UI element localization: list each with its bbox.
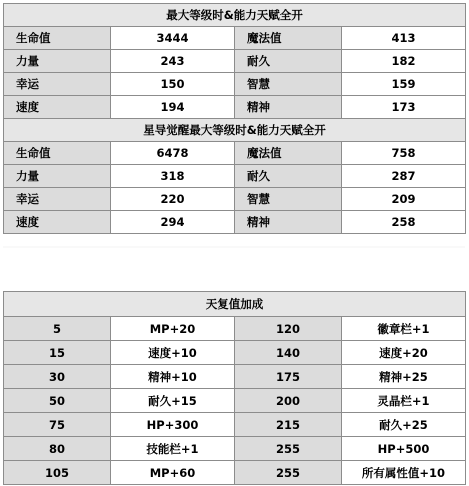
stat-value: 194 — [111, 96, 235, 119]
stat-value: 287 — [342, 165, 466, 188]
bonus-level: 80 — [4, 437, 111, 461]
stat-value: 150 — [111, 73, 235, 96]
stat-label: 力量 — [4, 165, 111, 188]
stat-label: 速度 — [4, 96, 111, 119]
bonus-level: 215 — [235, 413, 342, 437]
table-row — [4, 50, 466, 73]
bonus-level: 140 — [235, 341, 342, 365]
bonus-header-row — [4, 292, 466, 317]
bonus-level: 175 — [235, 365, 342, 389]
table-row — [4, 365, 466, 389]
stat-label: 幸运 — [4, 73, 111, 96]
max-level-header-row — [4, 4, 466, 27]
awakened-max-level-title: 星导觉醒最大等级时&能力天赋全开 — [4, 119, 466, 142]
bonus-effect: 耐久+25 — [342, 413, 466, 437]
bonus-effect: 所有属性值+10 — [342, 461, 466, 485]
table-row — [4, 211, 466, 234]
bonus-title: 天复值加成 — [4, 292, 466, 317]
stat-label: 力量 — [4, 50, 111, 73]
table-row — [4, 165, 466, 188]
bonus-level: 50 — [4, 389, 111, 413]
table-row — [4, 461, 466, 485]
bonus-effect: 耐久+15 — [111, 389, 235, 413]
stat-label: 速度 — [4, 211, 111, 234]
section-gap — [3, 246, 465, 289]
bonus-level: 255 — [235, 461, 342, 485]
table-row — [4, 389, 466, 413]
stat-value: 182 — [342, 50, 466, 73]
table-row — [4, 27, 466, 50]
table-row — [4, 96, 466, 119]
stat-label: 魔法值 — [235, 27, 342, 50]
stat-value: 173 — [342, 96, 466, 119]
bonus-level: 200 — [235, 389, 342, 413]
table-row — [4, 73, 466, 96]
stat-value: 258 — [342, 211, 466, 234]
stat-label: 耐久 — [235, 50, 342, 73]
bonus-effect: 徽章栏+1 — [342, 317, 466, 341]
stat-value: 413 — [342, 27, 466, 50]
stat-label: 耐久 — [235, 165, 342, 188]
stat-label: 生命值 — [4, 27, 111, 50]
bonus-effect: 技能栏+1 — [111, 437, 235, 461]
stat-label: 精神 — [235, 211, 342, 234]
bonus-effect: 速度+10 — [111, 341, 235, 365]
bonus-effect: 灵晶栏+1 — [342, 389, 466, 413]
table-row — [4, 341, 466, 365]
bonus-level: 15 — [4, 341, 111, 365]
stat-label: 智慧 — [235, 73, 342, 96]
stat-value: 220 — [111, 188, 235, 211]
table-row — [4, 317, 466, 341]
stat-value: 3444 — [111, 27, 235, 50]
table-row — [4, 188, 466, 211]
awakened-max-level-header-row — [4, 119, 466, 142]
bonus-effect: HP+300 — [111, 413, 235, 437]
table-row — [4, 142, 466, 165]
stat-label: 魔法值 — [235, 142, 342, 165]
stat-label: 幸运 — [4, 188, 111, 211]
stats-table — [3, 3, 466, 234]
bonus-effect: MP+20 — [111, 317, 235, 341]
stat-value: 159 — [342, 73, 466, 96]
bonus-level: 120 — [235, 317, 342, 341]
bonus-effect: 速度+20 — [342, 341, 466, 365]
bonus-effect: 精神+25 — [342, 365, 466, 389]
stat-label: 智慧 — [235, 188, 342, 211]
stat-value: 209 — [342, 188, 466, 211]
bonus-level: 30 — [4, 365, 111, 389]
stat-value: 243 — [111, 50, 235, 73]
bonus-level: 255 — [235, 437, 342, 461]
stat-value: 294 — [111, 211, 235, 234]
table-row — [4, 413, 466, 437]
stat-value: 6478 — [111, 142, 235, 165]
bonus-level: 5 — [4, 317, 111, 341]
stat-label: 生命值 — [4, 142, 111, 165]
table-row — [4, 437, 466, 461]
bonus-level: 75 — [4, 413, 111, 437]
bonus-effect: MP+60 — [111, 461, 235, 485]
bonus-table — [3, 291, 466, 485]
stat-label: 精神 — [235, 96, 342, 119]
stat-value: 318 — [111, 165, 235, 188]
bonus-level: 105 — [4, 461, 111, 485]
max-level-title: 最大等级时&能力天赋全开 — [4, 4, 466, 27]
bonus-effect: HP+500 — [342, 437, 466, 461]
stat-value: 758 — [342, 142, 466, 165]
bonus-effect: 精神+10 — [111, 365, 235, 389]
